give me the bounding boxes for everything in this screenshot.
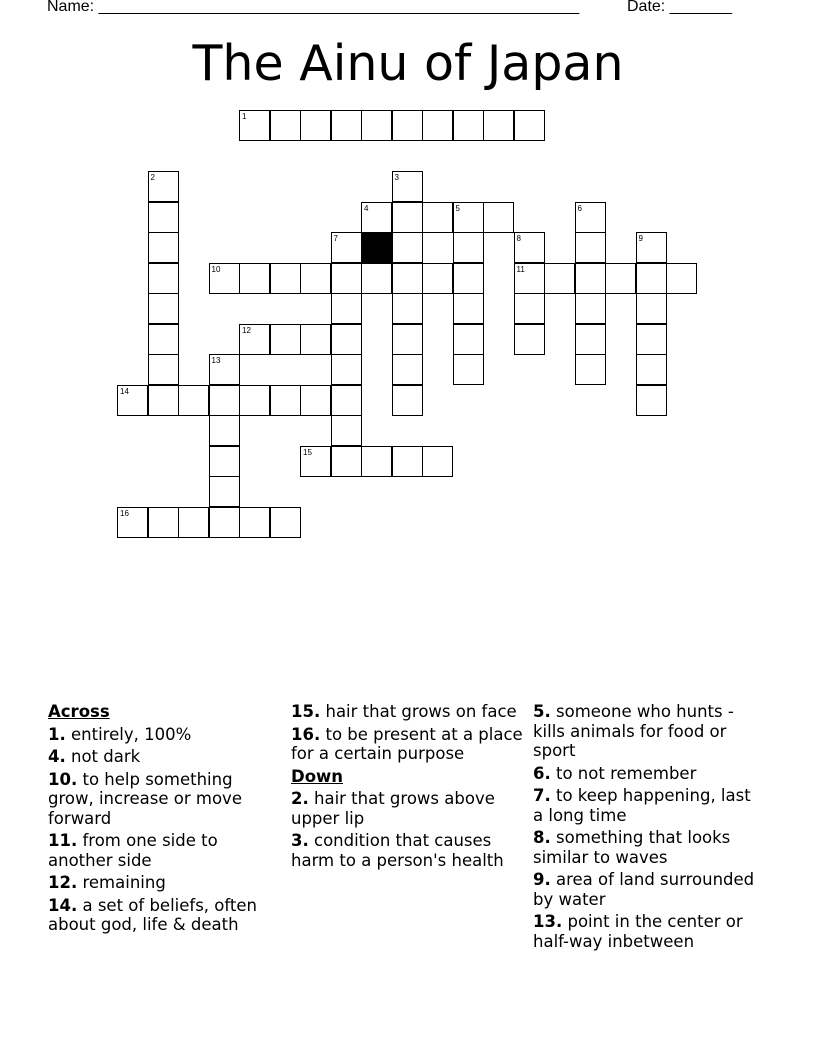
- clue-number: 15: [303, 447, 312, 457]
- clue-number: 9: [638, 234, 643, 243]
- grid-cell[interactable]: [392, 171, 423, 202]
- grid-cell[interactable]: [148, 232, 179, 263]
- grid-cell[interactable]: [209, 476, 240, 507]
- clue-number: 11: [516, 264, 525, 274]
- grid-cell[interactable]: [575, 263, 606, 294]
- grid-cell[interactable]: [300, 324, 331, 355]
- grid-cell[interactable]: [209, 263, 240, 294]
- grid-cell[interactable]: [575, 293, 606, 324]
- clue-number: 13: [211, 356, 221, 365]
- clue-across-15: 15. hair that grows on face: [291, 702, 517, 721]
- grid-cell[interactable]: [453, 202, 484, 233]
- grid-cell[interactable]: [392, 263, 423, 294]
- grid-cell[interactable]: [270, 324, 301, 355]
- grid-cell[interactable]: [209, 385, 240, 416]
- grid-cell[interactable]: [422, 202, 453, 233]
- grid-cell[interactable]: [636, 263, 667, 294]
- grid-cell[interactable]: [300, 263, 331, 294]
- grid-cell[interactable]: [361, 202, 392, 233]
- clue-down-6: 6. to not remember: [533, 763, 697, 783]
- grid-cell[interactable]: [178, 507, 209, 538]
- grid-cell[interactable]: [148, 171, 179, 202]
- grid-cell[interactable]: [453, 110, 484, 141]
- grid-cell[interactable]: [331, 263, 362, 294]
- grid-cell[interactable]: [361, 110, 392, 141]
- grid-cell[interactable]: [270, 507, 301, 538]
- grid-cell[interactable]: [605, 263, 636, 294]
- clue-across-1: 1. entirely, 100%: [48, 724, 192, 744]
- clue-down-8: 8. something that looks similar to waves: [533, 828, 731, 867]
- clue-number: 12: [242, 325, 251, 335]
- clue-number: 14: [120, 386, 129, 396]
- grid-cell[interactable]: [636, 385, 667, 416]
- black-cell: [361, 232, 392, 263]
- grid-cell[interactable]: [117, 385, 148, 416]
- name-line: Name: ______________________________________________________: [47, 0, 580, 15]
- grid-cell[interactable]: [422, 110, 453, 141]
- grid-cell[interactable]: [300, 446, 331, 477]
- grid-cell[interactable]: [117, 507, 148, 538]
- clue-number: 16: [120, 508, 129, 518]
- clues-column-1: [48, 702, 276, 938]
- clue-down-3: 3. condition that causes harm to a person's health: [291, 831, 504, 870]
- grid-cell[interactable]: [209, 446, 240, 477]
- grid-cell[interactable]: [392, 293, 423, 324]
- clues-column-2: [291, 702, 523, 873]
- grid-cell[interactable]: [148, 202, 179, 233]
- grid-cell[interactable]: [514, 232, 545, 263]
- grid-cell[interactable]: [209, 415, 240, 446]
- clue-number: 1: [242, 112, 247, 121]
- grid-cell[interactable]: [148, 507, 179, 538]
- clue-number: 3: [394, 173, 399, 182]
- clue-across-4: 4. not dark: [48, 747, 141, 766]
- grid-cell[interactable]: [270, 385, 301, 416]
- grid-cell[interactable]: [636, 293, 667, 324]
- grid-cell[interactable]: [331, 446, 362, 477]
- grid-cell[interactable]: [392, 354, 423, 385]
- grid-cell[interactable]: [544, 263, 575, 294]
- clue-across-14: 14. a set of beliefs, often about god, life & death: [48, 895, 257, 934]
- grid-cell[interactable]: [483, 202, 514, 233]
- grid-cell[interactable]: [331, 293, 362, 324]
- grid-cell[interactable]: [239, 385, 270, 416]
- clue-across-10: 10. to help something grow, increase or move forward: [48, 769, 242, 828]
- grid-cell[interactable]: [361, 263, 392, 294]
- grid-cell[interactable]: [392, 446, 423, 477]
- grid-cell[interactable]: [148, 324, 179, 355]
- grid-cell[interactable]: [514, 293, 545, 324]
- grid-cell[interactable]: [575, 202, 606, 233]
- grid-cell[interactable]: [453, 232, 484, 263]
- clue-number: 6: [577, 203, 582, 213]
- grid-cell[interactable]: [300, 110, 331, 141]
- grid-cell[interactable]: [636, 232, 667, 263]
- grid-cell[interactable]: [239, 110, 270, 141]
- clue-down-2: 2. hair that grows above upper lip: [291, 789, 495, 828]
- grid-cell[interactable]: [148, 293, 179, 324]
- clue-number: 5: [455, 203, 460, 213]
- clue-number: 10: [211, 264, 221, 274]
- clue-down-9: 9. area of land surrounded by water: [533, 870, 755, 909]
- grid-cell[interactable]: [331, 354, 362, 385]
- grid-cell[interactable]: [148, 354, 179, 385]
- grid-cell[interactable]: [331, 385, 362, 416]
- grid-cell[interactable]: [300, 385, 331, 416]
- grid-cell[interactable]: [392, 110, 423, 141]
- clue-across-12: 12. remaining: [48, 873, 166, 892]
- clue-across-11: 11. from one side to another side: [48, 831, 218, 870]
- grid-cell[interactable]: [575, 324, 606, 355]
- clue-down-5: 5. someone who hunts - kills animals for food or sport: [533, 702, 734, 760]
- grid-cell[interactable]: [453, 354, 484, 385]
- grid-cell[interactable]: [239, 324, 270, 355]
- grid-cell[interactable]: [514, 263, 545, 294]
- grid-cell[interactable]: [422, 263, 453, 294]
- grid-cell[interactable]: [331, 324, 362, 355]
- grid-cell[interactable]: [483, 110, 514, 141]
- clue-number: 4: [364, 203, 369, 213]
- clue-across-16: 16. to be present at a place for a certain purpose: [291, 724, 523, 763]
- grid-cell[interactable]: [392, 385, 423, 416]
- grid-cell[interactable]: [178, 385, 209, 416]
- grid-cell[interactable]: [392, 324, 423, 355]
- clue-number: 7: [333, 234, 338, 243]
- grid-cell[interactable]: [209, 507, 240, 538]
- grid-cell[interactable]: [148, 263, 179, 294]
- grid-cell[interactable]: [636, 324, 667, 355]
- grid-cell[interactable]: [514, 324, 545, 355]
- grid-cell[interactable]: [514, 110, 545, 141]
- date-line: Date: _______: [627, 0, 732, 15]
- clue-number: 8: [516, 234, 521, 243]
- grid-cell[interactable]: [209, 354, 240, 385]
- grid-cell[interactable]: [270, 263, 301, 294]
- down-heading: Down: [291, 766, 344, 786]
- clue-down-7: 7. to keep happening, last a long time: [533, 786, 751, 825]
- grid-cell[interactable]: [361, 446, 392, 477]
- clue-number: 2: [150, 173, 155, 182]
- grid-cell[interactable]: [392, 232, 423, 263]
- grid-cell[interactable]: [636, 354, 667, 385]
- grid-cell[interactable]: [422, 446, 453, 477]
- grid-cell[interactable]: [239, 507, 270, 538]
- grid-cell[interactable]: [453, 263, 484, 294]
- clue-down-13: 13. point in the center or half-way inbetween: [533, 912, 743, 951]
- page-title: The Ainu of Japan: [192, 35, 624, 92]
- grid-cell[interactable]: [453, 293, 484, 324]
- grid-cell[interactable]: [331, 232, 362, 263]
- grid-cell[interactable]: [453, 324, 484, 355]
- grid-cell[interactable]: [331, 415, 362, 446]
- grid-cell[interactable]: [666, 263, 697, 294]
- grid-cell[interactable]: [392, 202, 423, 233]
- grid-cell[interactable]: [239, 263, 270, 294]
- grid-cell[interactable]: [270, 110, 301, 141]
- clues-column-3: [533, 702, 765, 954]
- grid-cell[interactable]: [331, 110, 362, 141]
- across-heading: Across: [48, 702, 110, 721]
- grid-cell[interactable]: [575, 354, 606, 385]
- grid-cell[interactable]: [148, 385, 179, 416]
- grid-cell[interactable]: [575, 232, 606, 263]
